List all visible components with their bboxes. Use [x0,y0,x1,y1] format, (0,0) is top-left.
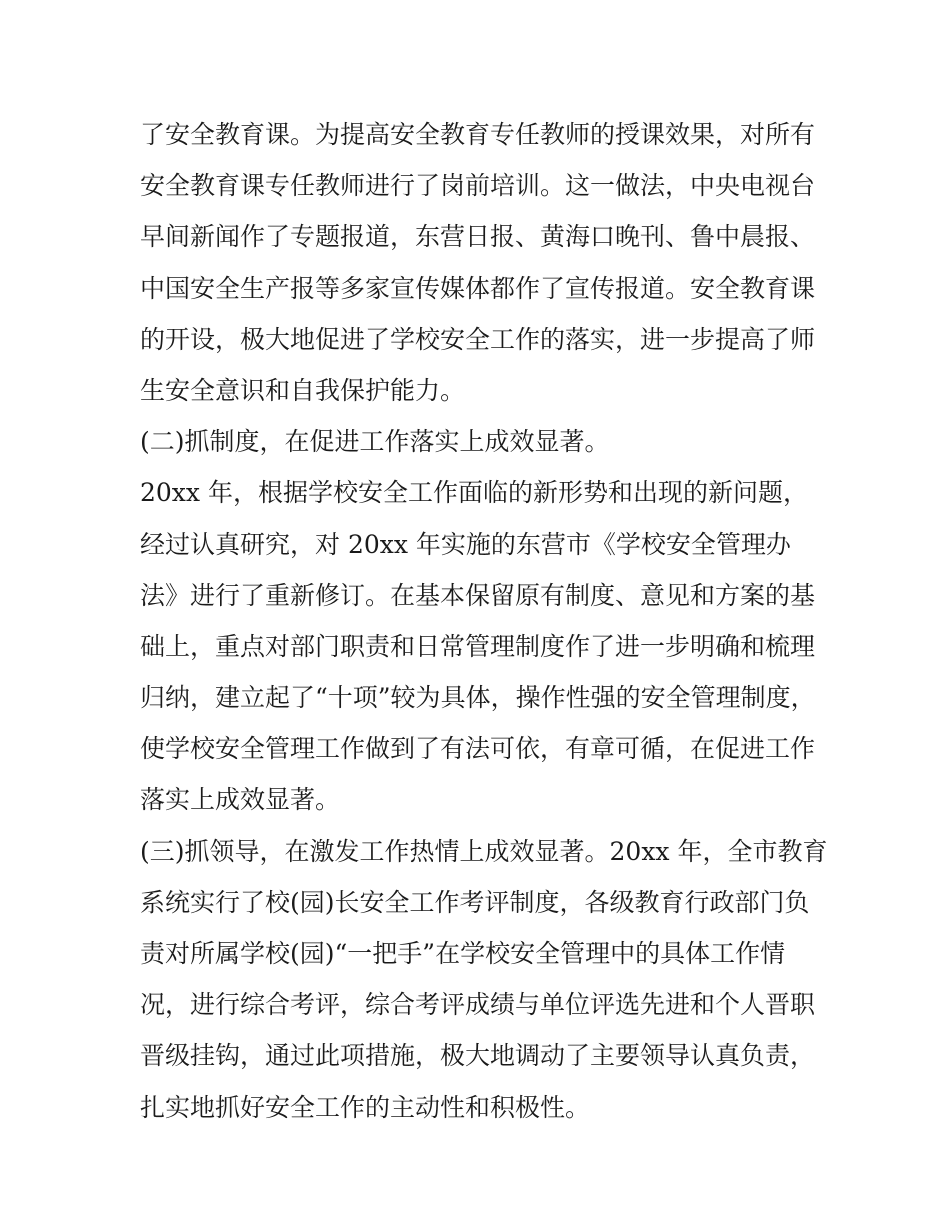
text-line: 责对所属学校(园)“一把手”在学校安全管理中的具体工作情 [140,939,786,968]
text-line: 系统实行了校(园)长安全工作考评制度，各级教育行政部门负 [140,887,810,917]
text-line: 的开设，极大地促进了学校安全工作的落实，进一步提高了师 [140,324,816,354]
text-line: 落实上成效显著。 [140,785,341,815]
text-line: 20xx 年，根据学校安全工作面临的新形势和出现的新问题， [140,478,808,508]
text-line: 经过认真研究，对 20xx 年实施的东营市《学校安全管理办 [140,529,791,559]
text-line: 法》进行了重新修订。在基本保留原有制度、意见和方案的基 [140,580,816,610]
text-line: 归纳，建立起了“十项”较为具体，操作性强的安全管理制度， [140,683,816,713]
section-heading: (三)抓领导，在激发工作热情上成效显著。20xx 年，全市教育 [140,836,828,866]
text-line: 晋级挂钩，通过此项措施，极大地调动了主要领导认真负责， [140,1041,816,1071]
text-line: 生安全意识和自我保护能力。 [140,375,466,405]
text-line: 使学校安全管理工作做到了有法可依，有章可循，在促进工作 [140,734,816,764]
text-line: 安全教育课专任教师进行了岗前培训。这一做法，中央电视台 [140,171,816,201]
text-line: 况，进行综合考评，综合考评成绩与单位评选先进和个人晋职 [140,990,816,1020]
text-line: 础上，重点对部门职责和日常管理制度作了进一步明确和梳理 [140,631,816,661]
body-text [140,109,830,1133]
text-line: 中国安全生产报等多家宣传媒体都作了宣传报道。安全教育课 [140,273,816,303]
text-line: 扎实地抓好安全工作的主动性和积极性。 [140,1092,591,1122]
text-line: 早间新闻作了专题报道，东营日报、黄海口晚刊、鲁中晨报、 [140,222,816,252]
text-line: 了安全教育课。为提高安全教育专任教师的授课效果，对所有 [140,120,816,149]
section-heading: (二)抓制度，在促进工作落实上成效显著。 [140,427,610,457]
